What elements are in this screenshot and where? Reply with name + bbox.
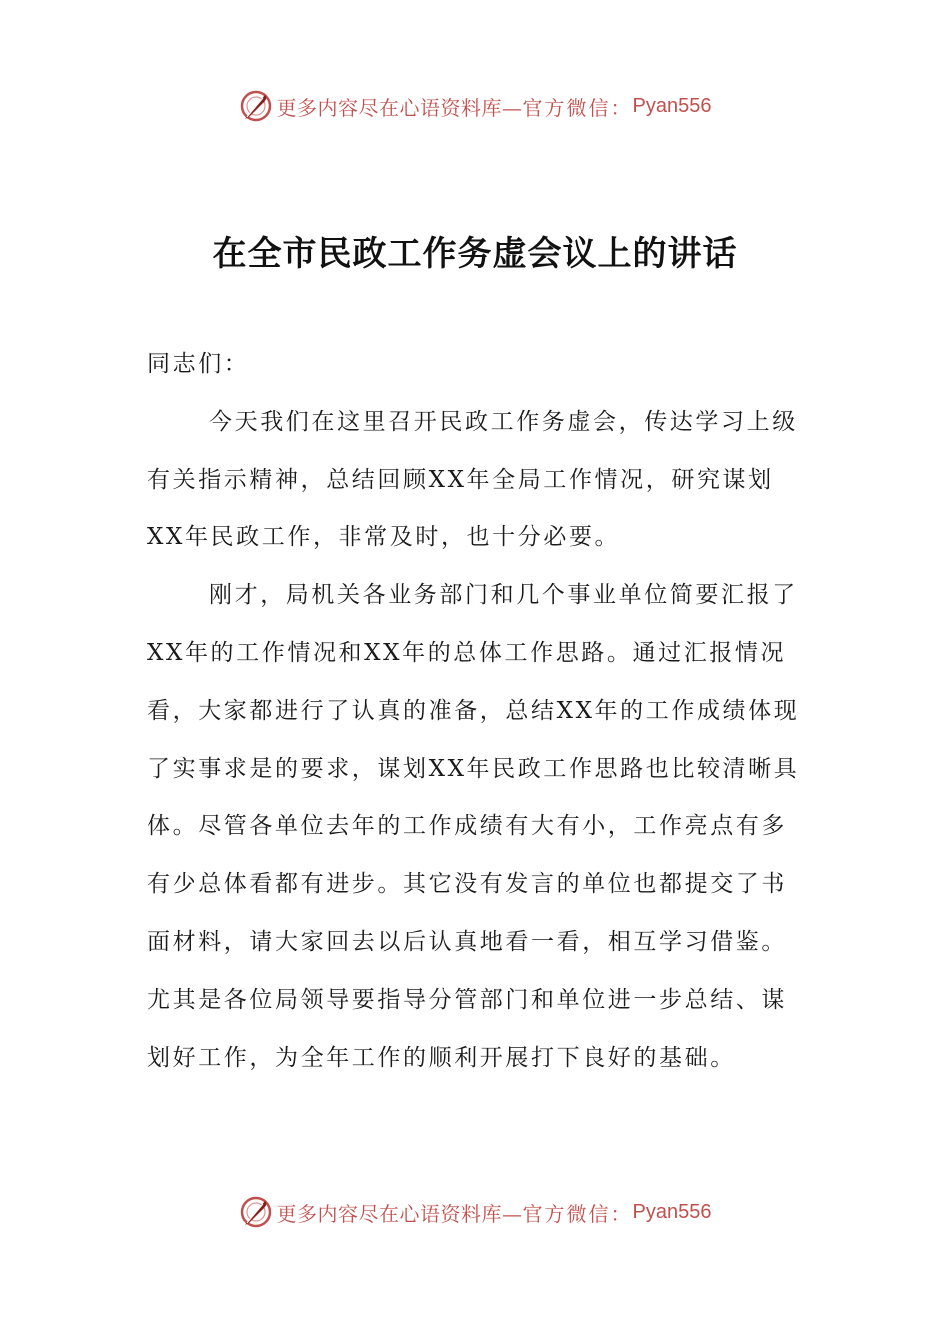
banner-slogan: 更多内容尽在心语资料库— [276, 1201, 523, 1226]
body-paragraph: 今天我们在这里召开民政工作务虚会，传达学习上级有关指示精神，总结回顾XX年全局工作情况，研究谋划XX年民政工作，非常及时，也十分必要。 [147, 408, 798, 551]
banner-wechat-label: 官方微信： [522, 1201, 633, 1226]
banner-wechat-id: Pyan556 [632, 94, 712, 117]
header-watermark-banner [0, 86, 950, 126]
document-body [147, 336, 807, 1087]
banner-wechat-label: 官方微信： [522, 95, 633, 120]
quill-logo-icon [239, 89, 273, 123]
banner-wechat-id: Pyan556 [632, 1200, 712, 1223]
footer-watermark-banner [0, 1192, 950, 1232]
document-title: 在全市民政工作务虚会议上的讲话 [212, 234, 738, 274]
banner-slogan: 更多内容尽在心语资料库— [276, 95, 523, 120]
quill-logo-icon [239, 1195, 273, 1229]
salutation: 同志们： [147, 351, 250, 377]
body-paragraph: 刚才，局机关各业务部门和几个事业单位简要汇报了XX年的工作情况和XX年的总体工作思路。通过汇报情况看，大家都进行了认真的准备，总结XX年的工作成绩体现了实事求是的要求，谋划XX年民政工作思路也比较清晰具体。尽管各单位去年的工作成绩有大有小，工作亮点有多有少总体看都有进步。其它没有发言的单位也都提交了书面材料，请大家回去以后认真地看一看，相互学习借鉴。尤其是各位局领导要指导分管部门和单位进一步总结、谋划好工作，为全年工作的顺利开展打下良好的基础。 [147, 582, 800, 1071]
